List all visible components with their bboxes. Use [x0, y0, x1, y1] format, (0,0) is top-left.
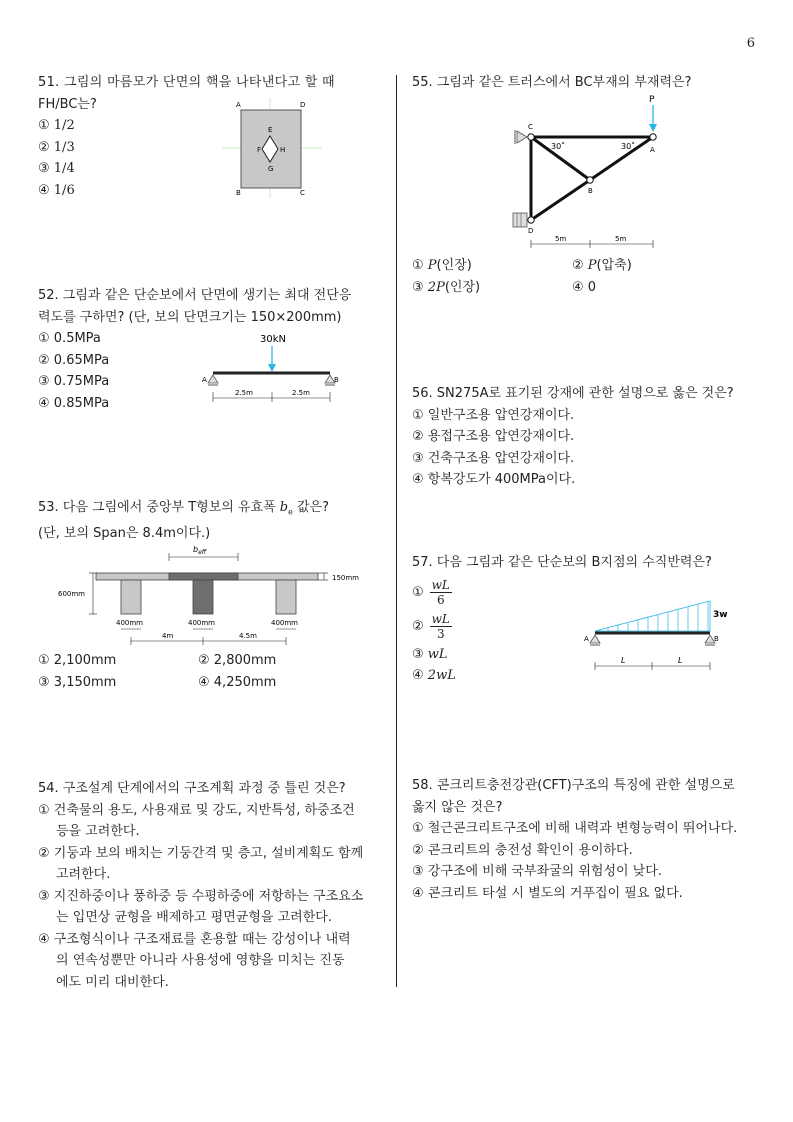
q55-option-2[interactable]: ② P(압축) — [572, 258, 632, 273]
q51-label-f: F — [257, 146, 262, 154]
q53-web-width-3: 400mm — [271, 619, 298, 627]
q55-node-b — [587, 177, 593, 183]
q54-option-3-line1: ③ 지진하중이나 풍하중 등 수평하중에 저항하는 구조요소 — [38, 888, 364, 904]
q58-title-line2: 옳지 않은 것은? — [412, 799, 503, 815]
q54-option-2[interactable] — [38, 843, 363, 886]
q55-label-d: D — [528, 227, 534, 235]
q55-dim-2: 5m — [615, 235, 627, 243]
q51-label-c: C — [300, 189, 305, 197]
q51-label-b: B — [236, 189, 241, 197]
q55-support-c — [517, 131, 527, 143]
q58-option-4[interactable]: ④ 콘크리트 타설 시 별도의 거푸집이 필요 없다. — [412, 885, 683, 901]
q56-title: 56. SN275A로 표기된 강재에 관한 설명으로 옳은 것은? — [412, 386, 734, 401]
q51-label-d: D — [300, 101, 306, 109]
q52-title-line1: 52. 그림과 같은 단순보에서 단면에 생기는 최대 전단응 — [38, 288, 352, 303]
q53-web-right — [276, 580, 296, 614]
q55-node-c — [528, 134, 534, 140]
q53-title-end: 값은? — [297, 500, 330, 515]
q53-beff-label: $b_{eff}$ — [193, 545, 207, 556]
q54-option-2-line2: 고려한다. — [56, 867, 111, 882]
q55-option-4[interactable]: ④ 0 — [572, 279, 597, 295]
q54-option-1-line2: 등을 고려한다. — [56, 824, 140, 839]
q51-option-1[interactable]: ① 1/2 — [38, 118, 75, 133]
q52-option-1[interactable]: ① 0.5MPa — [38, 331, 101, 346]
q55-option-1[interactable]: ① P(인장) — [412, 258, 472, 273]
q53-title-line2: (단, 보의 Span은 8.4m이다.) — [38, 526, 211, 542]
q55-member-db — [531, 180, 590, 220]
q51-title-line1: 51. 그림의 마름모가 단면의 핵을 나타낸다고 할 때 — [38, 75, 335, 90]
q55-truss-figure — [505, 92, 670, 252]
q57-option-2[interactable]: ② $\frac{wL}{3}$ — [412, 612, 450, 641]
q57-option-3[interactable]: ③ wL — [412, 647, 448, 662]
q57-support-a — [590, 635, 600, 643]
q57-option-1[interactable]: ① $\frac{wL}{6}$ — [412, 578, 450, 607]
question-54 — [38, 778, 363, 993]
q58-option-1[interactable]: ① 철근콘크리트구조에 비해 내력과 변형능력이 뛰어나다. — [412, 821, 738, 836]
q53-option-2[interactable]: ② 2,800mm — [198, 653, 277, 668]
q52-option-3[interactable]: ③ 0.75MPa — [38, 374, 110, 389]
question-55 — [412, 72, 692, 94]
q55-node-d — [528, 217, 534, 223]
q51-section-core-figure — [222, 98, 322, 198]
q54-option-4-line1: ④ 구조형식이나 구조재료를 혼용할 때는 강성이나 내력 — [38, 931, 351, 947]
q58-option-3[interactable]: ③ 강구조에 비해 국부좌굴의 위험성이 낮다. — [412, 864, 662, 879]
q57-distributed-load — [595, 601, 710, 631]
q53-span-2: 4.5m — [239, 632, 257, 640]
q54-option-1[interactable] — [38, 800, 363, 843]
q56-option-3[interactable]: ③ 건축구조용 압연강재이다. — [412, 450, 575, 466]
q57-load-label: 3w — [713, 610, 728, 620]
q57-title: 57. 다음 그림과 같은 단순보의 B지점의 수직반력은? — [412, 555, 712, 570]
q58-option-2[interactable]: ② 콘크리트의 충전성 확인이 용이하다. — [412, 842, 633, 858]
q55-options-left — [412, 255, 480, 298]
q54-option-3-line2: 는 입면상 균형을 배제하고 평면균형을 고려한다. — [56, 910, 332, 925]
question-57 — [412, 552, 712, 574]
q57-triangular-load-beam-figure — [580, 595, 730, 675]
page-number: 6 — [746, 36, 755, 51]
q55-angle-2: 30˚ — [621, 142, 636, 151]
q53-span-1: 4m — [162, 632, 174, 640]
q55-options-right — [572, 255, 632, 298]
q55-label-b: B — [588, 187, 593, 195]
q55-label-c: C — [528, 123, 533, 131]
q51-option-2[interactable]: ② 1/3 — [38, 139, 75, 155]
q52-option-4[interactable]: ④ 0.85MPa — [38, 395, 110, 411]
q55-option-3[interactable]: ③ 2P(인장) — [412, 279, 481, 295]
q53-height-label: 600mm — [58, 590, 85, 598]
q52-simple-beam-figure — [198, 330, 348, 408]
q52-label-b: B — [334, 376, 339, 384]
q55-load-arrow — [649, 124, 657, 132]
q51-option-3[interactable]: ③ 1/4 — [38, 161, 75, 176]
q52-dim-2: 2.5m — [292, 389, 310, 397]
q52-title-line2: 력도를 구하면? (단, 보의 단면크기는 150×200mm) — [38, 309, 342, 325]
q53-options-left — [38, 650, 116, 693]
q53-option-4[interactable]: ④ 4,250mm — [198, 674, 277, 690]
q56-option-1[interactable]: ① 일반구조용 압연강재이다. — [412, 407, 575, 423]
q54-option-2-line1: ② 기둥과 보의 배치는 기둥간격 및 층고, 설비계획도 함께 — [38, 845, 364, 861]
q53-title-sub: e — [288, 507, 293, 517]
question-56 — [412, 383, 734, 491]
q52-load-arrow — [268, 364, 276, 372]
q51-label-e: E — [268, 126, 273, 134]
q56-option-2[interactable]: ② 용접구조용 압연강재이다. — [412, 429, 575, 444]
q53-title-var: b — [279, 500, 289, 515]
q51-label-h: H — [280, 146, 286, 154]
q57-option-4[interactable]: ④ 2wL — [412, 668, 456, 683]
q53-option-3[interactable]: ③ 3,150mm — [38, 674, 117, 690]
q53-web-center — [193, 580, 213, 614]
q57-load-arrows — [608, 602, 708, 631]
q54-option-4-line2: 의 연속성뿐만 아니라 사용성에 영향을 미치는 진동 — [56, 953, 345, 968]
q55-support-d — [513, 213, 527, 227]
q53-t-beam-figure — [56, 543, 366, 648]
q57-span-2: L — [678, 656, 683, 665]
q53-title-text: 53. 다음 그림에서 중앙부 T형보의 유효폭 — [38, 500, 276, 515]
q53-web-width-2: 400mm — [188, 619, 215, 627]
column-divider — [396, 75, 397, 987]
q51-title-line2: FH/BC는? — [38, 96, 97, 112]
q54-option-4[interactable] — [38, 929, 363, 994]
q54-option-1-line1: ① 건축물의 용도, 사용재료 및 강도, 지반특성, 하중조건 — [38, 802, 355, 818]
q52-support-a — [208, 375, 218, 383]
q52-load-label: 30kN — [260, 334, 286, 345]
q57-options — [412, 578, 456, 686]
q53-title-line1 — [38, 497, 329, 523]
q54-option-4-line3: 에도 미리 대비한다. — [56, 974, 169, 990]
q57-span-1: L — [621, 656, 626, 665]
q53-options-right — [198, 650, 276, 693]
q54-title: 54. 구조설계 단계에서의 구조계획 과정 중 틀린 것은? — [38, 781, 346, 796]
q53-web-left — [121, 580, 141, 614]
q54-option-3[interactable] — [38, 886, 363, 929]
q58-title-line1: 58. 콘크리트충전강관(CFT)구조의 특징에 관한 설명으로 — [412, 778, 735, 793]
q52-dim-1: 2.5m — [235, 389, 253, 397]
q53-effective-flange — [169, 573, 238, 580]
q53-web-width-1: 400mm — [116, 619, 143, 627]
q57-label-a: A — [584, 635, 589, 643]
q56-option-4[interactable]: ④ 항복강도가 400MPa이다. — [412, 472, 576, 487]
q55-label-a: A — [650, 146, 655, 154]
q57-label-b: B — [714, 635, 719, 643]
question-53 — [38, 497, 329, 545]
q55-angle-1: 30˚ — [551, 142, 566, 151]
q55-node-a — [650, 134, 656, 140]
q52-label-a: A — [202, 376, 207, 384]
q51-label-g: G — [268, 165, 274, 173]
q55-title: 55. 그림과 같은 트러스에서 BC부재의 부재력은? — [412, 75, 692, 90]
q51-label-a: A — [236, 101, 241, 109]
q51-option-4[interactable]: ④ 1/6 — [38, 182, 75, 198]
question-58 — [412, 775, 737, 904]
q55-load-label: P — [649, 95, 655, 105]
q53-slab-thickness: 150mm — [332, 574, 359, 582]
q53-option-1[interactable]: ① 2,100mm — [38, 653, 117, 668]
q52-option-2[interactable]: ② 0.65MPa — [38, 352, 110, 368]
q55-dim-1: 5m — [555, 235, 567, 243]
